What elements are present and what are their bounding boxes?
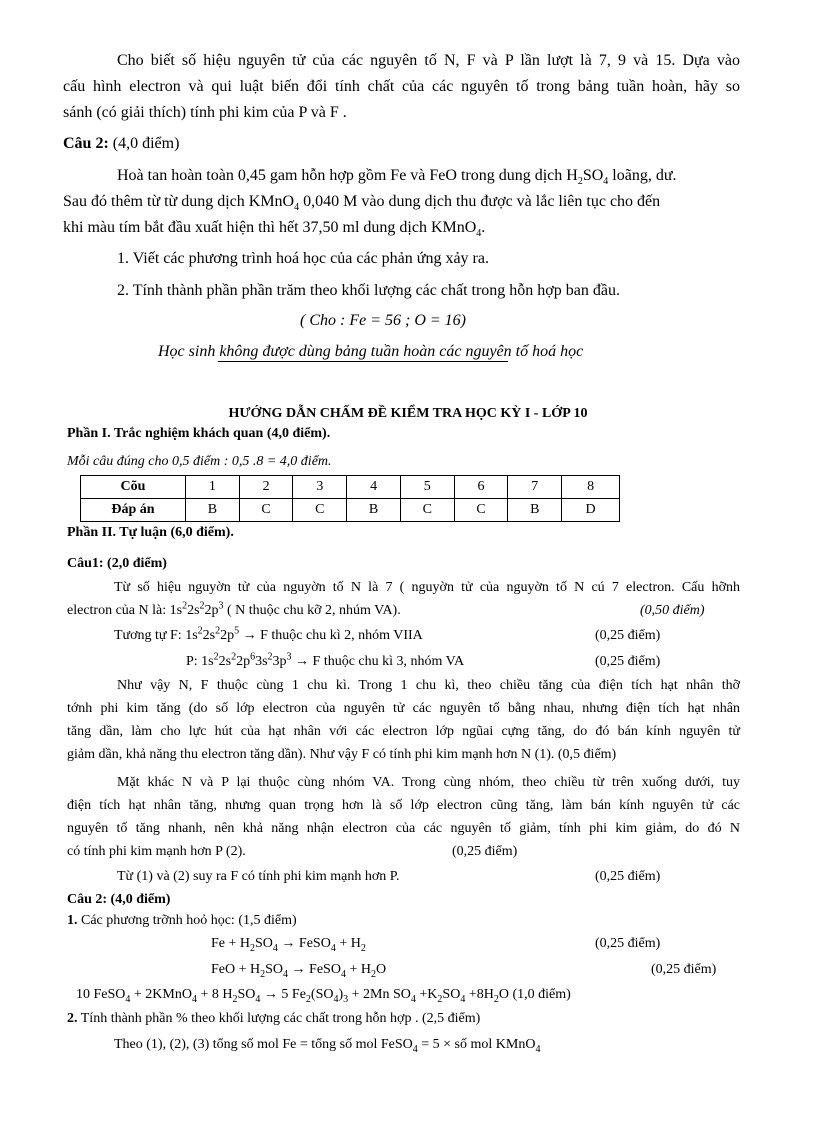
- subscript: 4: [410, 993, 416, 1005]
- subscript: 4: [412, 1043, 418, 1055]
- equation-text: O (1,0 điểm): [498, 987, 571, 1002]
- ans1-text: 2p: [220, 628, 235, 643]
- subscript: 4: [330, 942, 336, 954]
- subscript: 4: [255, 993, 261, 1005]
- q2-item-2: 2. Tính thành phần phần trăm theo khối lượng các chất trong hỗn hợp ban đầu.: [117, 282, 620, 299]
- ans1-para2-line-2: điện tích hạt nhân tăng, nhưng quan trọng hơn là số lớp electron cũng tăng, làm bán kính nguyên tử các: [67, 798, 740, 813]
- subscript: 4: [294, 202, 300, 214]
- equation-text: FeO + H: [211, 962, 261, 977]
- table-cell: C: [239, 499, 293, 522]
- table-cell: 1: [186, 476, 240, 499]
- q2-heading-label: Câu 2:: [63, 135, 109, 152]
- superscript: 2: [213, 651, 219, 663]
- equation-text: Fe + H: [211, 936, 251, 951]
- table-cell: D: [562, 499, 620, 522]
- ans1-text: → F thuộc chu kì 3, nhóm VA: [291, 654, 465, 669]
- subscript: 2: [437, 993, 443, 1005]
- note-underline: [218, 361, 508, 362]
- ans1-text: 2p: [236, 654, 251, 669]
- table-cell: 4: [347, 476, 401, 499]
- equation-2: [211, 960, 386, 980]
- equation-text: ): [338, 987, 344, 1002]
- subscript: 2: [493, 993, 499, 1005]
- ans1-text: → F thuộc chu kì 2, nhóm VIIA: [239, 628, 423, 643]
- ans1-line-3-points: (0,25 điểm): [595, 628, 661, 643]
- subscript: 2: [260, 968, 266, 980]
- ans1-line-4-points: (0,25 điểm): [595, 654, 661, 669]
- q2-text: khi màu tím bắt đầu xuất hiện thì hết 37,50 ml dung dịch KMnO: [63, 219, 477, 236]
- ans1-text: ( N thuộc chu kỡ 2, nhúm VA).: [223, 603, 401, 618]
- equation-text: 10 FeSO: [76, 987, 126, 1002]
- table-cell: 7: [508, 476, 562, 499]
- q2-text: SO: [582, 167, 604, 184]
- superscript: 2: [199, 600, 205, 612]
- equation-1-points: (0,25 điểm): [595, 936, 661, 951]
- subscript: 2: [360, 942, 366, 954]
- equation-text: + 2Mn SO: [348, 987, 411, 1002]
- q2-text: loãng, dư.: [608, 167, 677, 184]
- part2-heading: Phần II. Tự luận (6,0 điểm).: [67, 525, 234, 540]
- equation-text: + H: [345, 962, 371, 977]
- table-cell: 6: [454, 476, 508, 499]
- equation-text: SO: [265, 962, 284, 977]
- ans1-text: 2s: [202, 628, 216, 643]
- subscript: 4: [125, 993, 131, 1005]
- subscript: 2: [232, 993, 238, 1005]
- table-header-cell: Đáp án: [81, 499, 186, 522]
- equation-text: → FeSO: [288, 962, 341, 977]
- q2-text: .: [481, 219, 486, 236]
- ans2-section-number: 1.: [67, 913, 78, 928]
- ans1-conclusion: Từ (1) và (2) suy ra F có tính phi kim mạnh hơn P.: [117, 869, 400, 884]
- superscript: 2: [182, 600, 188, 612]
- subscript: 2: [370, 968, 376, 980]
- table-row: [81, 499, 620, 522]
- table-header-cell: Cõu: [81, 476, 186, 499]
- subscript: 2: [577, 176, 583, 188]
- equation-text: +K: [415, 987, 438, 1002]
- subscript: 3: [343, 993, 349, 1005]
- guide-title-text: HƯỚNG DẪN CHẤM ĐỀ KIỂM TRA HỌC KỲ I - LỚP 10: [228, 406, 588, 421]
- q2-text: 0,040 M vào dung dịch thu được và lắc liên tục cho đến: [299, 193, 661, 210]
- subscript: 4: [535, 1043, 541, 1055]
- table-row: [81, 476, 620, 499]
- equation-text: SO: [255, 936, 273, 951]
- ans1-text: Tương tự F: 1s: [114, 628, 198, 643]
- ans1-para2-line-3: nguyên tố tăng nhanh, nên khả năng nhận electron của các nguyên tố giảm, tính phi kim giảm, do đó N: [67, 821, 740, 836]
- subscript: 2: [305, 993, 311, 1005]
- table-cell: 3: [293, 476, 347, 499]
- ans1-para1-line-1: Như vậy N, F thuộc cùng 1 chu kì. Trong 1 chu kì, theo chiều tăng của điện tích hạt nhân thỡ: [117, 678, 740, 693]
- q2-item-1: 1. Viết các phương trình hoá học của các phản ứng xảy ra.: [117, 250, 489, 267]
- superscript: 3: [218, 600, 224, 612]
- subscript: 2: [250, 942, 256, 954]
- ans1-para1-line-2: tớnh phi kim tăng (do số lớp electron của nguyên tử các nguyên tố bằng nhau, nhưng điện tích hạt nhân: [67, 701, 740, 716]
- ans1-line-2-points: (0,50 điểm): [640, 603, 705, 618]
- table-cell: 8: [562, 476, 620, 499]
- superscript: 6: [250, 651, 256, 663]
- ans2-heading: Câu 2: (4,0 điểm): [67, 892, 171, 907]
- ans1-text: 2p: [204, 603, 219, 618]
- q2-text: Sau đó thêm từ từ dung dịch KMnO: [63, 193, 295, 210]
- q2-heading: [63, 134, 179, 154]
- q1-line-3: sánh (có giải thích) tính phi kim của P và F .: [63, 104, 347, 121]
- subscript: 4: [272, 942, 278, 954]
- table-cell: C: [293, 499, 347, 522]
- equation-text: + H: [335, 936, 361, 951]
- equation-text: SO: [237, 987, 256, 1002]
- ans1-text: 3p: [272, 654, 287, 669]
- ans2-last-line: [114, 1035, 540, 1055]
- subscript: 4: [476, 228, 482, 240]
- part1-heading: Phần I. Trắc nghiệm khách quan (4,0 điểm).: [67, 426, 331, 441]
- q2-note-text: Học sinh không được dùng bảng tuần hoàn các nguyên tố hoá học: [158, 343, 584, 360]
- ans1-line-3: [114, 626, 423, 646]
- subscript: 4: [603, 176, 609, 188]
- superscript: 2: [231, 651, 237, 663]
- answer-table: [80, 475, 620, 522]
- table-cell: 5: [400, 476, 454, 499]
- ans1-text: 2s: [187, 603, 200, 618]
- ans2-text: = 5 × số mol KMnO: [417, 1037, 536, 1052]
- ans2-section-text: Tính thành phần % theo khối lượng các chất trong hỗn hợp . (2,5 điểm): [77, 1011, 481, 1026]
- ans1-conclusion-points: (0,25 điểm): [595, 869, 661, 884]
- ans2-section-number: 2.: [67, 1011, 78, 1026]
- superscript: 2: [267, 651, 273, 663]
- ans1-line-2: [67, 601, 401, 621]
- table-cell: 2: [239, 476, 293, 499]
- ans1-para2-points: (0,25 điểm): [452, 844, 518, 859]
- ans1-para2-line-1: Mặt khác N và P lại thuộc cùng nhóm VA. Trong cùng nhóm, theo chiều từ trên xuống dưới, tuy: [117, 775, 740, 790]
- part1-note: Mỗi câu đúng cho 0,5 điểm : 0,5 .8 = 4,0 điểm.: [67, 454, 332, 469]
- ans2-section-text: Các phương trỡnh hoỏ học: (1,5 điểm): [77, 913, 297, 928]
- ans1-text: 2s: [218, 654, 232, 669]
- q1-line-1: Cho biết số hiệu nguyên tử của các nguyên tố N, F và P lần lượt là 7, 9 và 15. Dựa vào: [117, 52, 740, 69]
- ans1-heading: Câu1: (2,0 điểm): [67, 556, 167, 571]
- equation-text: → FeSO: [277, 936, 331, 951]
- ans1-text: electron của N là: 1s: [67, 603, 183, 618]
- subscript: 4: [191, 993, 197, 1005]
- superscript: 2: [215, 625, 221, 637]
- ans1-line-4: [186, 652, 464, 672]
- table-cell: C: [400, 499, 454, 522]
- equation-1: [211, 934, 366, 954]
- superscript: 2: [197, 625, 203, 637]
- q1-line-2: cấu hình electron và qui luật biến đổi tính chất của các nguyên tố trong bảng tuần hoàn, hãy so: [63, 78, 740, 95]
- superscript: 3: [286, 651, 292, 663]
- ans2-section-2: [67, 1009, 480, 1029]
- equation-text: O: [375, 962, 387, 977]
- q2-para-line-1: [117, 166, 677, 186]
- superscript: 5: [234, 625, 240, 637]
- equation-text: + 8 H: [196, 987, 233, 1002]
- equation-3: [76, 985, 571, 1005]
- ans1-text: 3s: [255, 654, 268, 669]
- table-cell: B: [186, 499, 240, 522]
- equation-text: (SO: [310, 987, 334, 1002]
- subscript: 4: [340, 968, 346, 980]
- q2-para-line-2: [63, 192, 660, 212]
- ans1-line-1: Từ số hiệu nguyờn tử của nguyờn tố N là 7 ( nguyờn tử của nguyờn tố N cú 7 electron. Cấu hỡnh: [114, 580, 740, 595]
- q2-given-masses: ( Cho : Fe = 56 ; O = 16): [300, 312, 467, 329]
- equation-text: SO: [442, 987, 461, 1002]
- equation-text: → 5 Fe: [260, 987, 306, 1002]
- ans1-para1-line-4: giảm dần, khả năng thu electron tăng dần). Như vậy F có tính phi kim mạnh hơn N (1). (0,5 điểm): [67, 747, 617, 762]
- ans1-para2-line-4: có tính phi kim mạnh hơn P (2).: [67, 844, 246, 859]
- subscript: 4: [460, 993, 466, 1005]
- q2-text: Hoà tan hoàn toàn 0,45 gam hỗn hợp gồm Fe và FeO trong dung dịch H: [117, 167, 578, 184]
- table-cell: C: [454, 499, 508, 522]
- subscript: 4: [333, 993, 339, 1005]
- ans2-section-1: [67, 911, 297, 931]
- table-cell: B: [508, 499, 562, 522]
- equation-text: + 2KMnO: [130, 987, 192, 1002]
- guide-title: [0, 404, 816, 424]
- equation-2-points: (0,25 điểm): [651, 962, 717, 977]
- table-cell: B: [347, 499, 401, 522]
- equation-text: +8H: [465, 987, 494, 1002]
- ans1-para1-line-3: tăng dần, làm cho lực hút của hạt nhân với các electron lớp ngũai cựng tăng, do đó bán kính nguyên tử: [67, 724, 740, 739]
- q2-heading-points: (4,0 điểm): [108, 135, 180, 152]
- ans2-text: Theo (1), (2), (3) tổng số mol Fe = tổng số mol FeSO: [114, 1037, 413, 1052]
- ans1-text: P: 1s: [186, 654, 214, 669]
- q2-note: [158, 342, 583, 362]
- subscript: 4: [283, 968, 289, 980]
- q2-para-line-3: [63, 218, 485, 238]
